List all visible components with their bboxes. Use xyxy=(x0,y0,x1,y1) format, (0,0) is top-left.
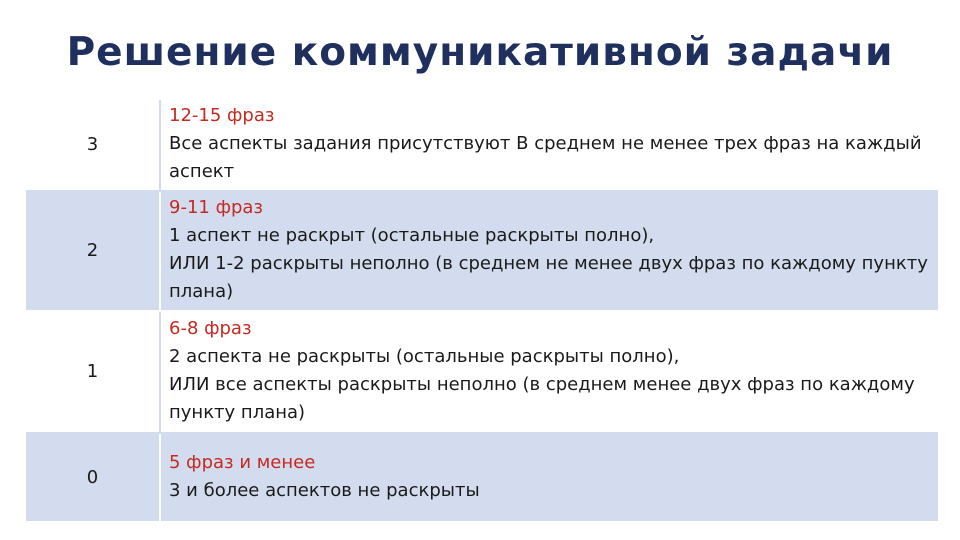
page-title: Решение коммуникативной задачи xyxy=(66,30,894,75)
criterion-line: ИЛИ все аспекты раскрыты неполно (в среднем менее двух фраз по каждому пункту плана) xyxy=(169,374,915,423)
description-cell xyxy=(160,311,938,433)
criterion-line: 1 аспект не раскрыт (остальные раскрыты полно), xyxy=(169,225,655,246)
score-cell: 1 xyxy=(26,311,160,433)
phrase-count: 5 фраз и менее xyxy=(169,451,316,473)
table-row xyxy=(26,191,938,311)
phrase-count: 12-15 фраз xyxy=(169,105,275,126)
description-cell xyxy=(160,433,938,521)
criterion-line: Все аспекты задания присутствуют В среднем не менее трех фраз на каждый аспект xyxy=(169,133,922,182)
criterion-line: 2 аспекта не раскрыты (остальные раскрыты полно), xyxy=(169,346,680,367)
score-cell: 0 xyxy=(26,433,160,521)
scoring-table xyxy=(26,100,938,521)
criterion-line: 3 и более аспектов не раскрыты xyxy=(169,479,480,501)
phrase-count: 6-8 фраз xyxy=(169,318,252,339)
table-row xyxy=(26,433,938,521)
score-cell: 3 xyxy=(26,100,160,191)
score-cell: 2 xyxy=(26,191,160,311)
description-cell xyxy=(160,191,938,311)
description-cell xyxy=(160,100,938,191)
phrase-count: 9-11 фраз xyxy=(169,197,263,218)
table-row xyxy=(26,311,938,433)
table-row xyxy=(26,100,938,191)
criterion-line: ИЛИ 1-2 раскрыты неполно (в среднем не менее двух фраз по каждому пункту плана) xyxy=(169,253,928,302)
